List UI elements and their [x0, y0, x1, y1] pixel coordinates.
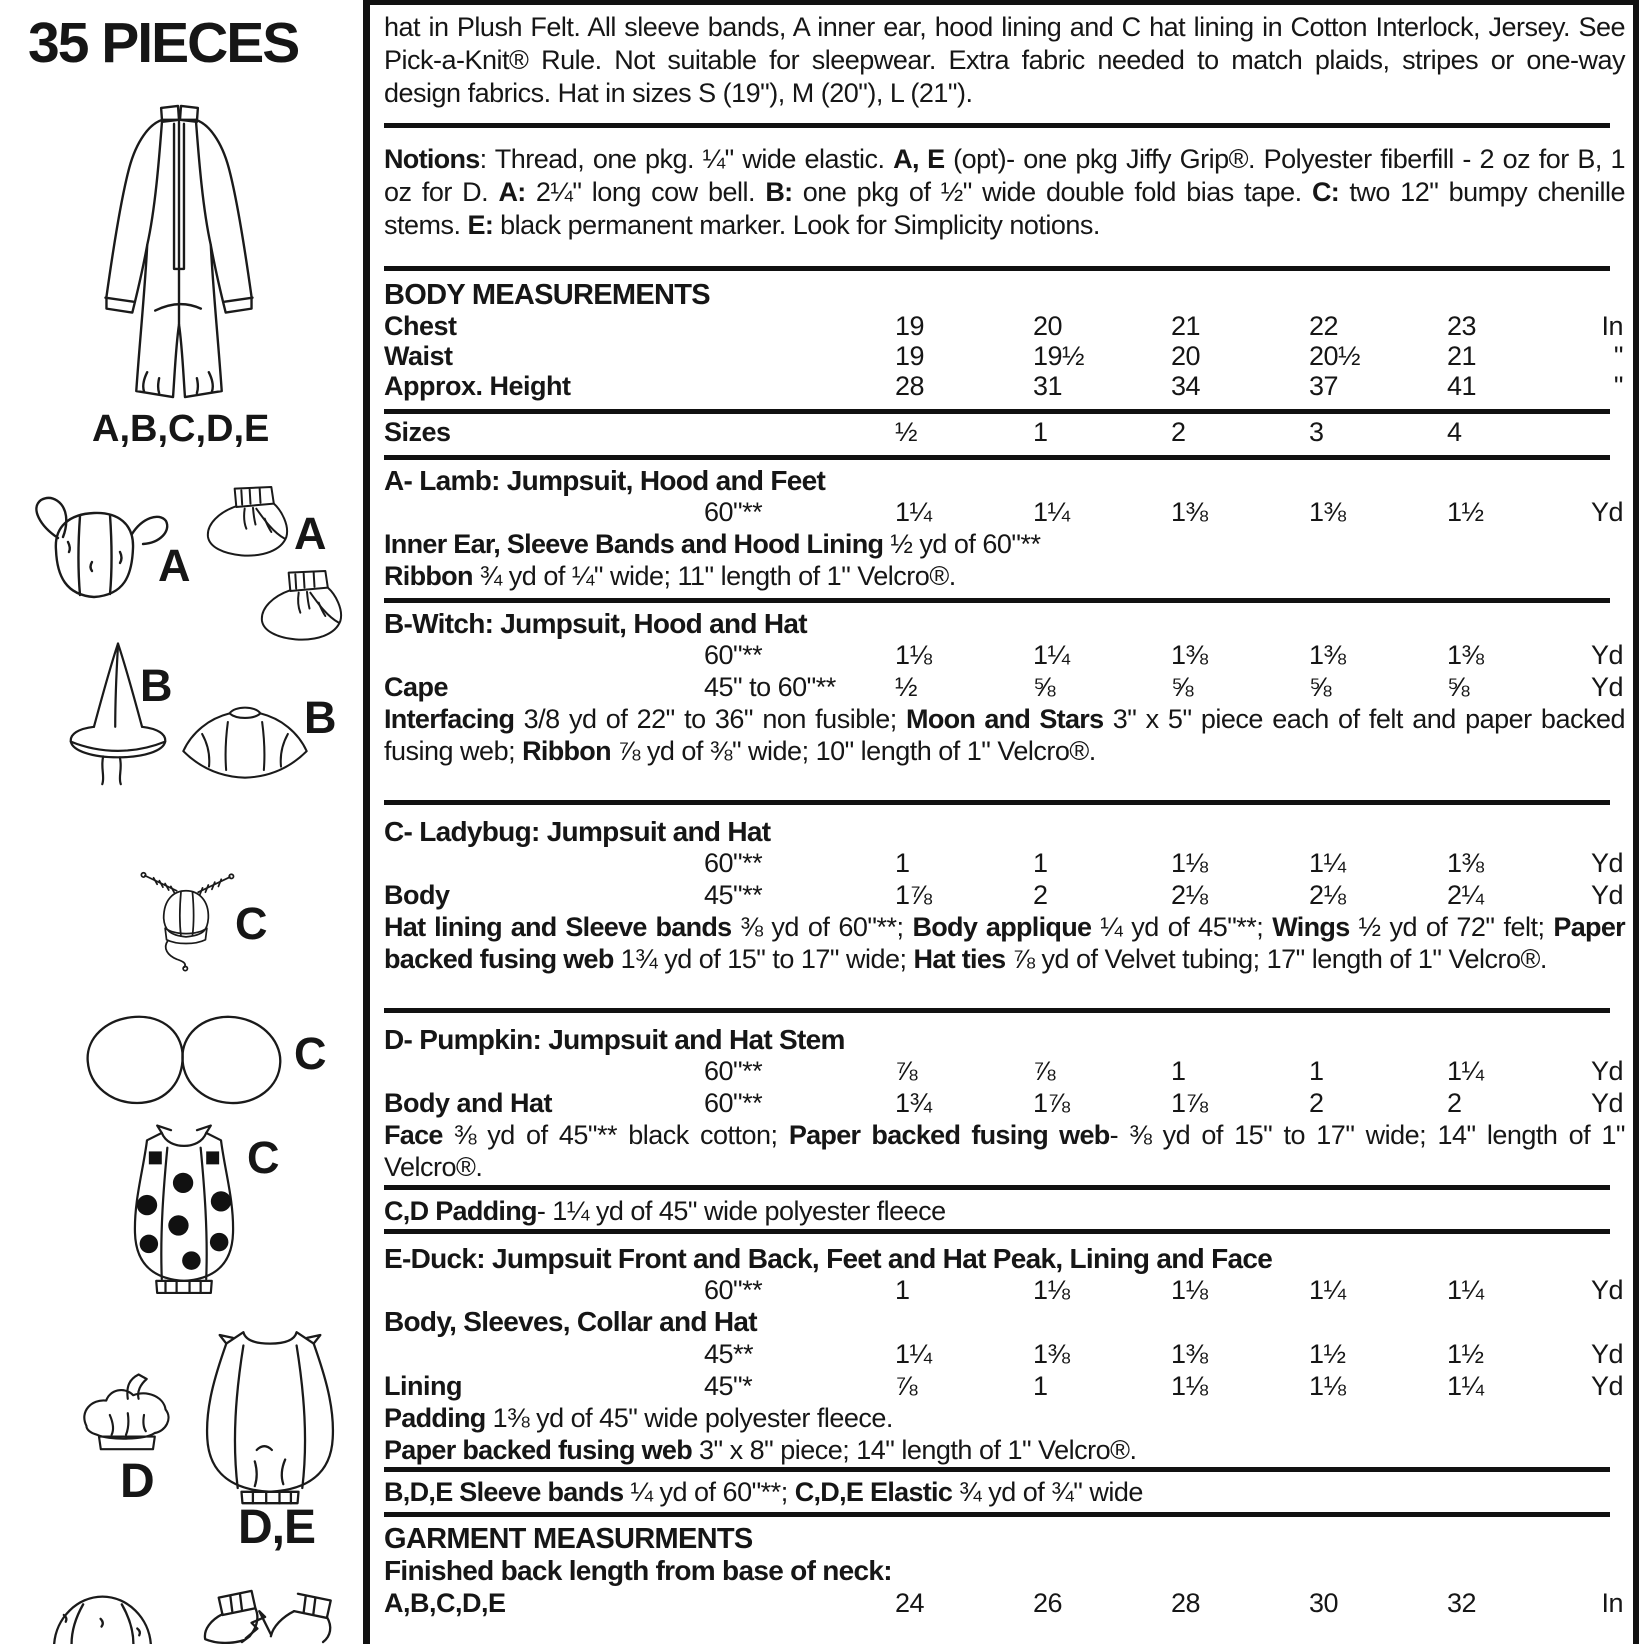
fabric-width: 45"** — [704, 880, 763, 910]
witch-hat-label: B — [140, 660, 172, 711]
pumpkin-hat-illustration — [72, 1366, 180, 1464]
divider — [384, 1467, 1610, 1472]
ladybug-wings-label: C — [294, 1028, 326, 1079]
row-label: Body — [384, 880, 450, 910]
waist-row: Waist 19 19½ 20 20½ 21 " — [384, 341, 1623, 371]
fabric-width: 60"** — [704, 848, 763, 878]
duck-hat-illustration — [46, 1586, 158, 1644]
divider — [384, 1008, 1610, 1013]
garment-measurements-title: GARMENT MEASURMENTS — [384, 1523, 753, 1555]
unit: " — [1613, 341, 1623, 371]
section-a-note: Ribbon ¾ yd of ¼" wide; 11" length of 1" Velcro®. — [384, 561, 956, 591]
pumpkin-hat-label: D — [120, 1455, 154, 1508]
garment-row: A,B,C,D,E 24 26 28 30 32 In — [384, 1588, 1623, 1618]
row-label: Waist — [384, 341, 453, 371]
section-c-note: Hat lining and Sleeve bands ⅜ yd of 60"**; Body applique ¼ yd of 45"**; Wings ½ yd of 72" felt; Paper backed fusing web 1¾ yd of 15" to 17" wide; Hat ties ⅞ yd of Velvet tubing; 17" length of 1" Velcro®. — [384, 912, 1625, 974]
sleeve-bands-elastic-note: B,D,E Sleeve bands ¼ yd of 60"**; C,D,E Elastic ¾ yd of ¾" wide — [384, 1477, 1143, 1507]
sizes-row: Sizes ½ 1 2 3 4 — [384, 417, 1462, 447]
row-label: Lining — [384, 1371, 462, 1401]
pieces-count-title: 35 PIECES — [28, 11, 299, 75]
section-a-header: A- Lamb: Jumpsuit, Hood and Feet — [384, 465, 826, 496]
fabric-width: 60"** — [704, 497, 763, 527]
lamb-hood-illustration — [20, 492, 170, 617]
witch-cape-label: B — [304, 692, 336, 743]
jumpsuit-views-caption: A,B,C,D,E — [92, 408, 270, 450]
row-label: Approx. Height — [384, 371, 571, 401]
ladybug-body-illustration — [110, 1118, 258, 1306]
yardage-chart — [363, 0, 1639, 1644]
section-a-note: Inner Ear, Sleeve Bands and Hood Lining ½ yd of 60"** — [384, 529, 1041, 559]
fabric-width: 60"** — [704, 640, 763, 670]
fabric-description: hat in Plush Felt. All sleeve bands, A inner ear, hood lining and C hat lining in Cotton Interlock, Jersey. See Pick-a-Knit® Rule. Not suitable for sleepwear. Extra fabric needed to match plaids, stripes or one-way design fabrics. Hat in sizes S (19"), M (20"), L (21"). — [384, 12, 1625, 108]
fabric-width: 60"** — [704, 1056, 763, 1086]
divider — [384, 409, 1610, 414]
yardage-row: 60"** 1¼ 1¼ 1⅜ 1⅜ 1½ Yd — [704, 497, 1623, 527]
yardage-row: Cape 45" to 60"** ½ ⅝ ⅝ ⅝ ⅝ Yd — [384, 672, 1623, 702]
unit: Yd — [1590, 640, 1623, 670]
fabric-width: 60"** — [704, 1275, 763, 1305]
row-label: Cape — [384, 672, 449, 702]
yardage-row: 60"** 1⅛ 1¼ 1⅜ 1⅜ 1⅜ Yd — [704, 640, 1623, 670]
fabric-width: 60"** — [704, 1088, 763, 1118]
fabric-width: 45"* — [704, 1371, 753, 1401]
yardage-row: 60"** ⅞ ⅞ 1 1 1¼ Yd — [704, 1056, 1623, 1086]
unit: Yd — [1590, 880, 1623, 910]
jumpsuit-back-illustration — [88, 98, 270, 406]
lamb-bootie-illustration — [252, 562, 352, 650]
row-label: Chest — [384, 311, 457, 341]
divider — [384, 455, 1610, 460]
section-d-note: Face ⅜ yd of 45"** black cotton; Paper backed fusing web- ⅜ yd of 15" to 17" wide; 14" length of 1" Velcro®. — [384, 1120, 1626, 1182]
unit: Yd — [1590, 1371, 1623, 1401]
lamb-bootie-illustration — [198, 478, 298, 566]
height-row: Approx. Height 28 31 34 37 41 " — [384, 371, 1623, 401]
divider — [384, 800, 1610, 805]
section-b-note: Interfacing 3/8 yd of 22" to 36" non fusible; Moon and Stars 3" x 5" piece each of felt and paper backed fusing web; Ribbon ⅞ yd of ⅜" wide; 10" length of 1" Velcro®. — [384, 704, 1626, 766]
notions-paragraph: Notions: Thread, one pkg. ¼" wide elastic. A, E (opt)- one pkg Jiffy Grip®. Polyester fiberfill - 2 oz for B, 1 oz for D. A: 2¼" long cow bell. B: one pkg of ½" wide double fold bias tape. C: two 12" bumpy chenille stems. E: black permanent marker. Look for Simplicity notions. — [384, 144, 1626, 240]
section-e-header: E-Duck: Jumpsuit Front and Back, Feet and Hat Peak, Lining and Face — [384, 1243, 1273, 1274]
yardage-row: 60"** 1 1⅛ 1⅛ 1¼ 1¼ Yd — [704, 1275, 1623, 1305]
row-label: A,B,C,D,E — [384, 1588, 506, 1618]
unit: Yd — [1590, 1088, 1623, 1118]
lamb-bootie-label: A — [294, 508, 326, 559]
unit: In — [1601, 311, 1623, 341]
bubble-body-label: D,E — [238, 1501, 316, 1554]
row-label: Sizes — [384, 417, 451, 447]
divider — [384, 1512, 1610, 1517]
yardage-row: Lining 45"* ⅞ 1 1⅛ 1⅛ 1¼ Yd — [384, 1371, 1623, 1401]
unit: Yd — [1590, 672, 1623, 702]
unit: In — [1601, 1588, 1623, 1618]
divider — [384, 1185, 1610, 1190]
lamb-hood-label: A — [158, 540, 190, 591]
unit: Yd — [1590, 1275, 1623, 1305]
divider — [384, 1229, 1610, 1234]
section-e-subheader: Body, Sleeves, Collar and Hat — [384, 1306, 757, 1337]
garment-measurements-subtitle: Finished back length from base of neck: — [384, 1555, 892, 1586]
section-e-note: Padding 1⅜ yd of 45" wide polyester fleece. — [384, 1403, 893, 1433]
bubble-body-illustration — [194, 1316, 346, 1508]
chest-row: Chest 19 20 21 22 23 In — [384, 311, 1623, 341]
unit: Yd — [1590, 1339, 1623, 1369]
unit: " — [1613, 371, 1623, 401]
duck-feet-illustration — [188, 1588, 346, 1644]
pieces-sidebar — [0, 0, 363, 1644]
ladybug-wings-illustration — [80, 1008, 288, 1108]
section-e-note: Paper backed fusing web 3" x 8" piece; 14" length of 1" Velcro®. — [384, 1435, 1137, 1465]
fabric-width: 45** — [704, 1339, 754, 1369]
ladybug-hat-illustration — [132, 850, 240, 992]
section-c-header: C- Ladybug: Jumpsuit and Hat — [384, 816, 771, 847]
divider — [384, 266, 1610, 271]
body-measurements-title: BODY MEASUREMENTS — [384, 279, 710, 311]
ladybug-hat-label: C — [235, 898, 267, 949]
row-label: Body and Hat — [384, 1088, 553, 1118]
divider — [384, 123, 1610, 128]
fabric-width: 45" to 60"** — [704, 672, 836, 702]
yardage-row: 60"** 1 1 1⅛ 1¼ 1⅜ Yd — [704, 848, 1623, 878]
yardage-row: 45** 1¼ 1⅜ 1⅜ 1½ 1½ Yd — [704, 1339, 1623, 1369]
unit: Yd — [1590, 1056, 1623, 1086]
section-b-header: B-Witch: Jumpsuit, Hood and Hat — [384, 608, 807, 639]
section-d-header: D- Pumpkin: Jumpsuit and Hat Stem — [384, 1024, 845, 1055]
yardage-row: Body 45"** 1⅞ 2 2⅛ 2⅛ 2¼ Yd — [384, 880, 1623, 910]
divider — [384, 598, 1610, 603]
unit: Yd — [1590, 497, 1623, 527]
unit: Yd — [1590, 848, 1623, 878]
cd-padding-note: C,D Padding- 1¼ yd of 45" wide polyester fleece — [384, 1196, 946, 1226]
ladybug-body-label: C — [247, 1132, 279, 1183]
yardage-row: Body and Hat 60"** 1¾ 1⅞ 1⅞ 2 2 Yd — [384, 1088, 1623, 1118]
